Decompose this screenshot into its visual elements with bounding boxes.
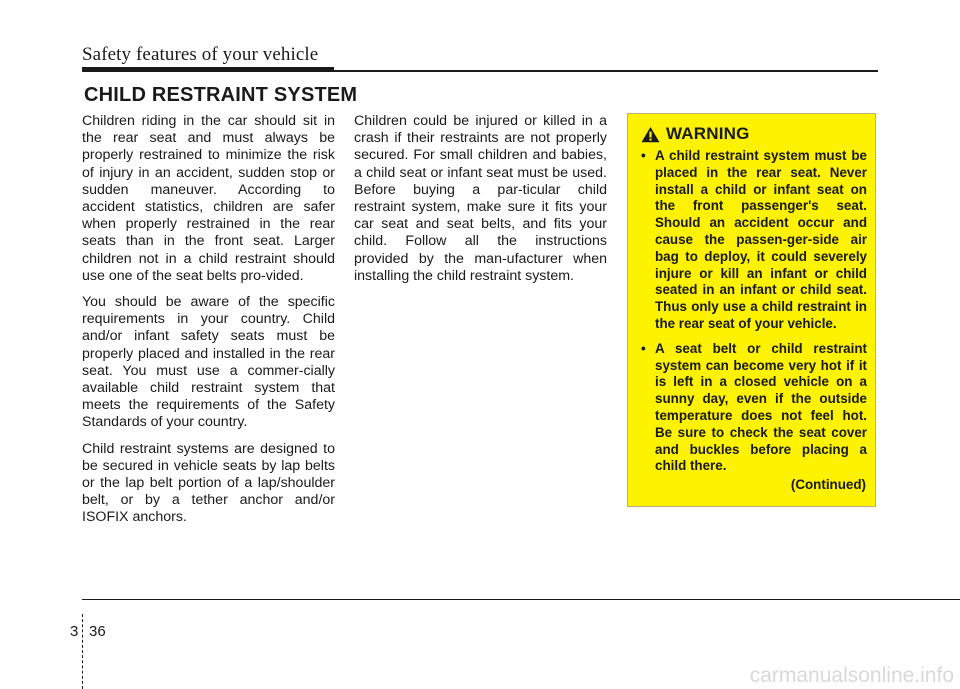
warning-item (641, 341, 867, 475)
warning-title: WARNING (666, 124, 750, 143)
continued-label: (Continued) (790, 477, 866, 493)
warning-item (641, 148, 867, 333)
warning-box (627, 113, 876, 507)
footer-rule (82, 599, 960, 600)
left-column (82, 113, 335, 536)
footer-dashed-divider (82, 614, 83, 689)
chapter-number: 3 (70, 623, 79, 640)
warning-item-text: A seat belt or child restraint system can become very hot if it is left in a closed vehicle on a sunny day, even if the outside temperature does not feel hot. Be sure to check the seat cover and buckles before placing a child there. (655, 340, 867, 474)
paragraph: Child restraint systems are designed to be secured in vehicle seats by lap belts or the lap belt portion of a lap/shoulder belt, or by a tether anchor and/or ISOFIX anchors. (82, 440, 335, 526)
middle-column (354, 113, 607, 294)
bullet: • (641, 148, 646, 163)
warning-header (641, 124, 867, 144)
warning-item-text: A child restraint system must be placed in the rear seat. Never install a child or infant seat on the front passenger's seat. Should an accident occur and cause the passen-ger-side air bag to deploy, it could severely injure or kill an infant or child seated in an infant or child seat. Thus only use a child restraint in the rear seat of your vehicle. (655, 148, 867, 331)
warning-list (641, 148, 867, 475)
header-rule-thin (334, 70, 878, 72)
section-title: CHILD RESTRAINT SYSTEM (84, 84, 358, 106)
paragraph: Children riding in the car should sit in the rear seat and must always be properly restrained to minimize the risk of injury in an accident, sudden stop or sudden maneuver. According to accident statistics, children are safer when properly restrained in the rear seats than in the front seat. Larger children not in a child restraint should use one of the seat belts pro-vided. (82, 113, 335, 284)
bullet: • (641, 340, 646, 356)
watermark: carmanualsonline.info (749, 664, 954, 687)
warning-triangle-icon (641, 126, 660, 143)
paragraph: Children could be injured or killed in a crash if their restraints are not properly secured. For small children and babies, a child seat or infant seat must be used. Before buying a par-ticular child restraint system, make sure it fits your car seat and seat belts, and fits your child. Follow all the instructions provided by the man-ufacturer when installing the child restraint system. (354, 113, 607, 284)
paragraph: You should be aware of the specific requirements in your country. Child and/or infant safety seats must be properly placed and installed in the rear seat. You must use a commer-cially available child restraint system that meets the requirements of the Safety Standards of your country. (82, 294, 335, 431)
header-rule-thick (82, 67, 334, 72)
page-number: 36 (89, 623, 106, 640)
running-header: Safety features of your vehicle (82, 44, 319, 65)
